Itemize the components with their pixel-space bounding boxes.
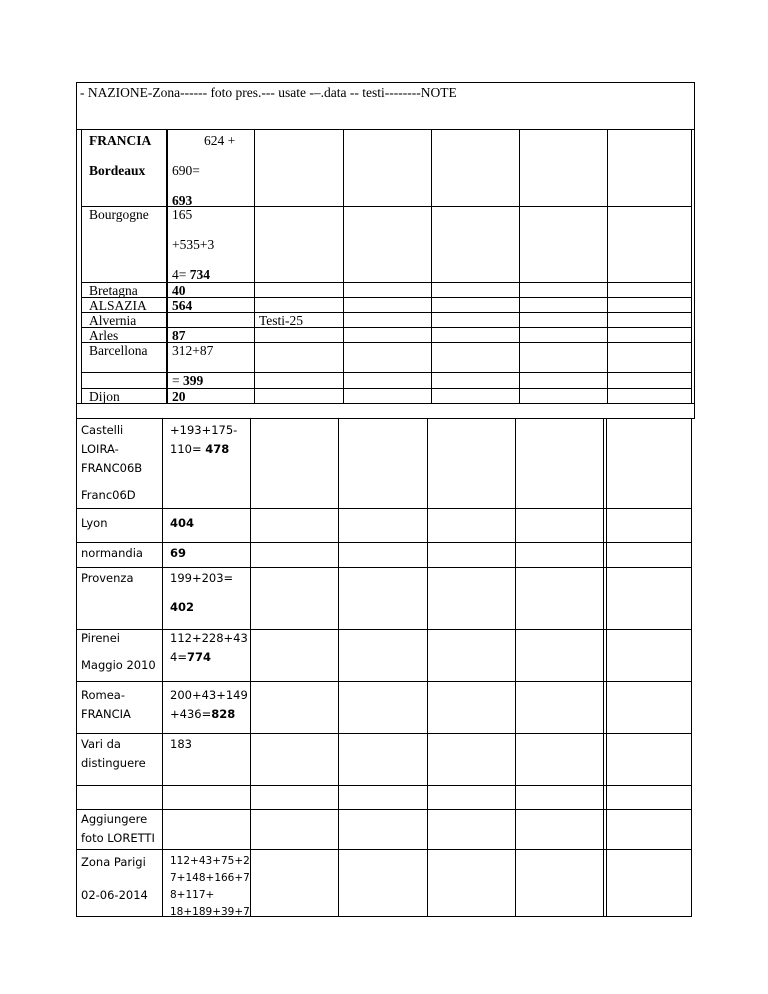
bottom-row-line: [76, 629, 692, 630]
value-provenza: 199+203=: [170, 571, 234, 585]
label-aggiungere-2: foto LORETTI: [81, 831, 155, 845]
value-parigi-2: 7+148+166+7: [170, 872, 250, 884]
top-col-line: [166, 129, 168, 404]
label-lyon: Lyon: [81, 516, 108, 530]
bottom-col-line: [691, 418, 692, 917]
label-alvernia: Alvernia: [89, 313, 137, 328]
value-parigi-3: 8+117+: [170, 889, 215, 901]
value-vari: 183: [170, 737, 192, 751]
top-col-line: [431, 129, 432, 404]
label-castelli-3: FRANC06B: [81, 461, 143, 475]
top-col-line: [343, 129, 344, 404]
bottom-row-line: [76, 542, 692, 543]
label-castelli-1: Castelli: [81, 423, 124, 437]
label-vari-1: Vari da: [81, 737, 121, 751]
value-pirenei-2: 4=774: [170, 650, 211, 664]
value-bourgogne-1: 165: [172, 207, 193, 222]
top-col-line: [254, 129, 255, 404]
label-pirenei: Pirenei: [81, 631, 120, 645]
value-castelli-2: 110= 478: [170, 442, 230, 456]
top-col-line: [691, 129, 692, 404]
bottom-col-line: [338, 418, 339, 917]
label-parigi-date: 02-06-2014: [81, 888, 148, 902]
header-text: - NAZIONE-Zona------ foto pres.--- usate -–.data -- testi--------NOTE: [80, 85, 457, 100]
label-barcellona: Barcellona: [89, 343, 148, 358]
value-romea-2: +436=828: [170, 707, 236, 721]
top-col-line: [519, 129, 520, 404]
bottom-row-line: [76, 785, 692, 786]
value-castelli-1: +193+175-: [170, 423, 238, 437]
bottom-col-line: [76, 418, 77, 917]
bottom-row-line: [76, 508, 692, 509]
bottom-row-line: [76, 681, 692, 682]
bottom-row-line: [76, 809, 692, 810]
value-parigi-4: 18+189+39+7: [170, 906, 250, 918]
label-aggiungere-1: Aggiungere: [81, 812, 148, 826]
bottom-col-line: [603, 418, 604, 917]
bottom-row-line: [76, 916, 692, 917]
value-pirenei-1: 112+228+43: [170, 631, 248, 645]
label-romea-1: Romea-: [81, 688, 125, 702]
label-castelli-2: LOIRA-: [81, 442, 119, 456]
bottom-col-line: [250, 418, 251, 917]
label-maggio: Maggio 2010: [81, 658, 156, 672]
label-normandia: normandia: [81, 546, 143, 560]
value-normandia: 69: [170, 546, 187, 560]
value-lyon: 404: [170, 516, 195, 530]
label-bordeaux: Bordeaux: [89, 163, 146, 178]
top-col-line: [607, 129, 608, 404]
top-table-band-line: [76, 403, 695, 404]
value-dijon: 20: [172, 389, 186, 404]
value-francia: 624 +: [204, 133, 236, 148]
value-bretagna: 40: [172, 283, 186, 298]
top-col-line: [81, 129, 82, 404]
label-bourgogne: Bourgogne: [89, 207, 149, 222]
value-parigi-1: 112+43+75+2: [170, 855, 250, 867]
label-bretagna: Bretagna: [89, 283, 138, 298]
value-bourgogne-2: +535+3: [172, 237, 215, 252]
bottom-col-line: [515, 418, 516, 917]
label-parigi: Zona Parigi: [81, 855, 146, 869]
bottom-row-line: [76, 733, 692, 734]
bottom-col-line: [427, 418, 428, 917]
bottom-row-line: [76, 849, 692, 850]
value-romea-1: 200+43+149: [170, 688, 248, 702]
label-arles: Arles: [89, 328, 119, 343]
bottom-row-line: [76, 567, 692, 568]
label-romea-2: FRANCIA: [81, 707, 131, 721]
label-francia: FRANCIA: [89, 133, 152, 148]
label-dijon: Dijon: [89, 389, 120, 404]
value-alsazia: 564: [172, 298, 193, 313]
value-bordeaux-total: 693: [172, 193, 193, 208]
label-provenza: Provenza: [81, 571, 134, 585]
note-alvernia: Testi-25: [259, 313, 304, 328]
value-bourgogne-3: 4= 734: [172, 267, 210, 282]
value-arles: 87: [172, 328, 186, 343]
bottom-col-line: [606, 418, 607, 917]
top-table: [76, 129, 695, 419]
value-barcellona: 312+87: [172, 343, 214, 358]
value-bordeaux: 690=: [172, 163, 200, 178]
label-alsazia: ALSAZIA: [89, 298, 147, 313]
value-barcellona-total: = 399: [172, 373, 204, 388]
label-vari-2: distinguere: [81, 756, 146, 770]
value-provenza-total: 402: [170, 600, 195, 614]
bottom-col-line: [162, 418, 163, 917]
label-franc06d: Franc06D: [81, 488, 136, 502]
